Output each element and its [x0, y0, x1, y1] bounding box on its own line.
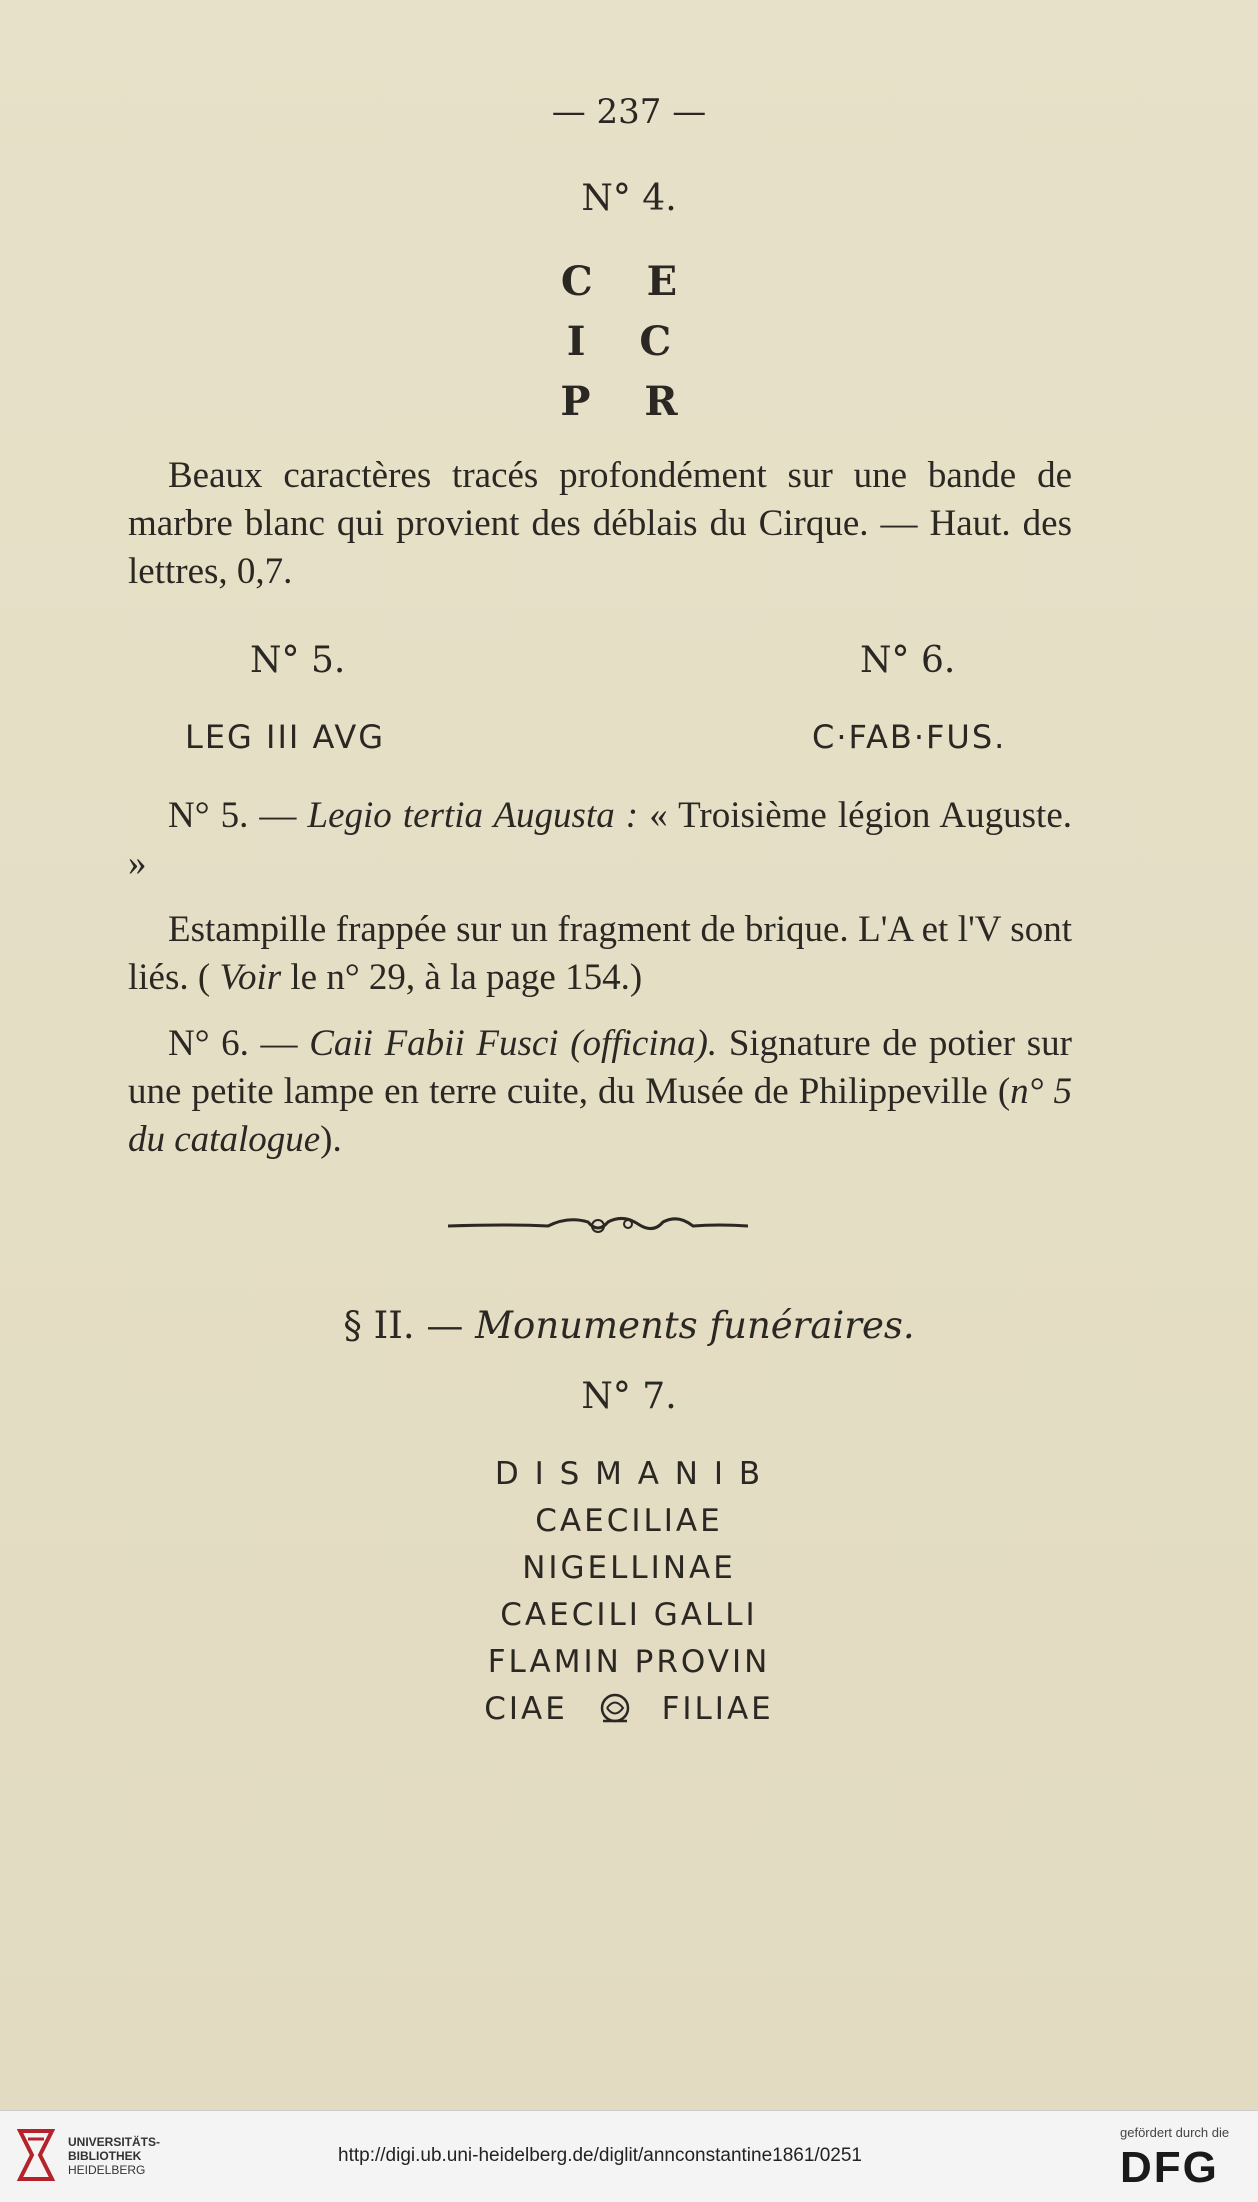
- section-lead: § II. —: [343, 1304, 476, 1347]
- inscription-no7-line6: [0, 1685, 1258, 1733]
- inscription-no7-line4: CAECILI GALLI: [500, 1597, 758, 1633]
- inscription-no7-line3: NIGELLINAE: [522, 1550, 736, 1586]
- inscription-no4-line3: P R: [560, 378, 698, 425]
- para-no6-lead: N° 6. —: [168, 1023, 310, 1064]
- para-no5-rest: « Troisième légion Auguste. »: [128, 795, 1072, 884]
- heading-no4: N° 4.: [581, 178, 677, 219]
- para-estampille-before: Estampille frappée sur un fragment de brique. L'A et l'V sont liés. (: [128, 909, 1072, 998]
- inscription-no7-ciae: CIAE: [484, 1691, 568, 1727]
- section-heading: [0, 1304, 1258, 1347]
- paragraph-no5: [128, 792, 1072, 888]
- para-no5-italic: Legio tertia Augusta :: [307, 795, 639, 836]
- page-number: — 237 —: [551, 92, 707, 132]
- inscription-no5: LEG III AVG: [185, 718, 386, 756]
- inscription-no4-line1: C E: [560, 258, 698, 305]
- funded-by-label: gefördert durch die: [1120, 2125, 1230, 2140]
- ornament-divider: [448, 1208, 748, 1244]
- paragraph-estampille: [128, 906, 1072, 1002]
- heading-no5: N° 5.: [250, 640, 346, 681]
- library-line3: HEIDELBERG: [68, 2163, 146, 2177]
- library-name: [68, 2135, 160, 2177]
- para-no5-lead: N° 5. —: [168, 795, 308, 836]
- footer-bar: [0, 2110, 1258, 2202]
- inscription-no7-line2: CAECILIAE: [535, 1503, 723, 1539]
- library-line2: BIBLIOTHEK: [68, 2149, 142, 2163]
- description-no4: Beaux caractères tracés profondément sur une bande de marbre blanc qui provient des déblais du Cirque. — Haut. des lettres, 0,7.: [128, 455, 1072, 592]
- paragraph-no6: [128, 1020, 1072, 1164]
- inscription-no6: C·FAB·FUS.: [812, 718, 1007, 756]
- leaf-ornament-icon: [595, 1691, 635, 1725]
- para-estampille-after: le n° 29, à la page 154.): [281, 957, 643, 998]
- para-no6-rest: Signature de potier sur une petite lampe en terre cuite, du Musée de Philippeville (: [128, 1023, 1072, 1112]
- library-line1: UNIVERSITÄTS-: [68, 2135, 161, 2149]
- para-no6-italic: Caii Fabii Fusci (officina).: [309, 1023, 718, 1064]
- inscription-no7-line1: D I S M A N I B: [494, 1456, 764, 1492]
- heading-no6: N° 6.: [860, 640, 956, 681]
- inscription-no7-line5: FLAMIN PROVIN: [487, 1644, 771, 1680]
- para-estampille-italic: Voir: [219, 957, 282, 998]
- para-no6-italic2: n° 5 du catalogue: [128, 1071, 1073, 1160]
- dfg-logo: DFG: [1120, 2143, 1219, 2192]
- para-no6-end: ).: [320, 1119, 342, 1160]
- university-logo-icon: [14, 2125, 58, 2185]
- inscription-no7-filiae: FILIAE: [661, 1691, 774, 1727]
- permalink-url[interactable]: http://digi.ub.uni-heidelberg.de/diglit/annconstantine1861/0251: [338, 2145, 862, 2166]
- inscription-no4-line2: I C: [566, 318, 692, 365]
- heading-no7: N° 7.: [581, 1376, 677, 1417]
- section-italic: Monuments funéraires.: [475, 1304, 915, 1347]
